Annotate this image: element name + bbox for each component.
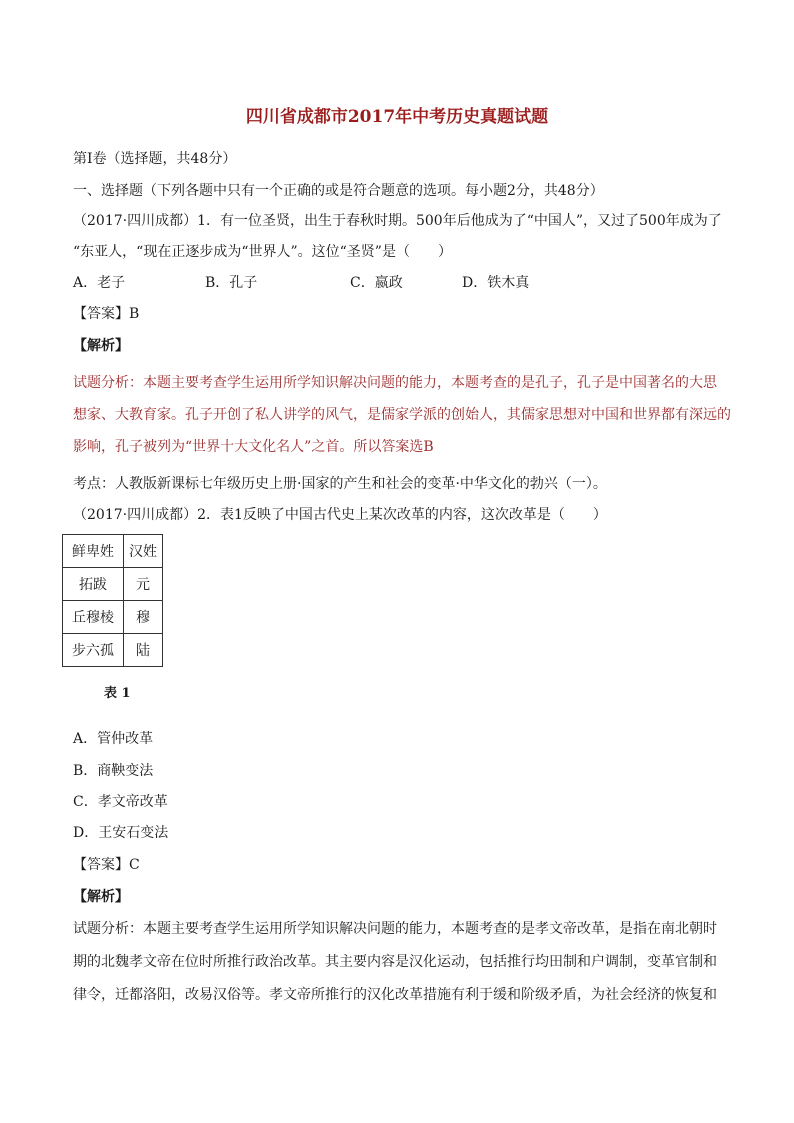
q2-analysis-label: 【解析】 bbox=[73, 889, 129, 905]
q2-option-c: C．孝文帝改革 bbox=[73, 794, 168, 810]
table-cell: 陆 bbox=[124, 634, 163, 667]
surname-table bbox=[62, 534, 163, 667]
q2-analysis-line3: 律令，迁都洛阳，改易汉俗等。孝文帝所推行的汉化改革措施有利于缓和阶级矛盾，为社会经济的恢复和 bbox=[73, 987, 717, 1003]
q1-stem-line2: “东亚人，“现在正逐步成为“世界人”。这位“圣贤”是（ ） bbox=[73, 244, 452, 260]
q1-stem-line1: （2017·四川成都）1．有一位圣贤，出生于春秋时期。500年后他成为了“中国人”，又过了500年成为了 bbox=[73, 213, 722, 229]
table-row bbox=[63, 568, 163, 601]
part-one-heading: 一、选择题（下列各题中只有一个正确的或是符合题意的选项。每小题2分，共48分） bbox=[73, 183, 604, 199]
table-cell: 鲜卑姓 bbox=[63, 535, 124, 568]
table-caption: 表 1 bbox=[104, 686, 131, 701]
table-cell: 穆 bbox=[124, 601, 163, 634]
q2-analysis-line2: 期的北魏孝文帝在位时所推行政治改革。其主要内容是汉化运动，包括推行均田制和户调制，变革官制和 bbox=[73, 954, 717, 970]
table-row bbox=[63, 535, 163, 568]
q2-answer: 【答案】C bbox=[73, 857, 140, 873]
table-cell: 丘穆棱 bbox=[63, 601, 124, 634]
q1-option-d: D．铁木真 bbox=[462, 275, 530, 291]
table-row bbox=[63, 601, 163, 634]
q1-option-c: C．嬴政 bbox=[350, 275, 403, 291]
page-title: 四川省成都市2017年中考历史真题试题 bbox=[245, 107, 549, 127]
q1-answer: 【答案】B bbox=[73, 306, 140, 322]
q2-analysis-line1: 试题分析：本题主要考查学生运用所学知识解决问题的能力，本题考查的是孝文帝改革，是指在南北朝时 bbox=[73, 921, 717, 937]
table-cell: 拓跋 bbox=[63, 568, 124, 601]
q2-option-b: B．商鞅变法 bbox=[73, 763, 154, 779]
q1-analysis-line1: 试题分析：本题主要考查学生运用所学知识解决问题的能力，本题考查的是孔子，孔子是中国著名的大思 bbox=[73, 375, 717, 391]
q1-option-a: A．老子 bbox=[73, 275, 126, 291]
q2-option-d: D．王安石变法 bbox=[73, 825, 169, 841]
q1-kaodian: 考点：人教版新课标七年级历史上册·国家的产生和社会的变革·中华文化的勃兴（一）。 bbox=[73, 476, 607, 492]
q2-stem-line1: （2017·四川成都）2．表1反映了中国古代史上某次改革的内容，这次改革是（ ） bbox=[73, 507, 607, 523]
q2-option-a: A．管仲改革 bbox=[73, 731, 154, 747]
q1-analysis-label: 【解析】 bbox=[73, 338, 129, 354]
q1-analysis-line3: 影响，孔子被列为“世界十大文化名人”之首。所以答案选B bbox=[73, 439, 434, 455]
table-cell: 步六孤 bbox=[63, 634, 124, 667]
table-cell: 元 bbox=[124, 568, 163, 601]
q1-option-b: B．孔子 bbox=[205, 275, 258, 291]
section-header: 第I卷（选择题，共48分） bbox=[73, 151, 237, 167]
table-row bbox=[63, 634, 163, 667]
table-cell: 汉姓 bbox=[124, 535, 163, 568]
q1-analysis-line2: 想家、大教育家。孔子开创了私人讲学的风气，是儒家学派的创始人，其儒家思想对中国和世界都有深远的 bbox=[73, 407, 731, 423]
